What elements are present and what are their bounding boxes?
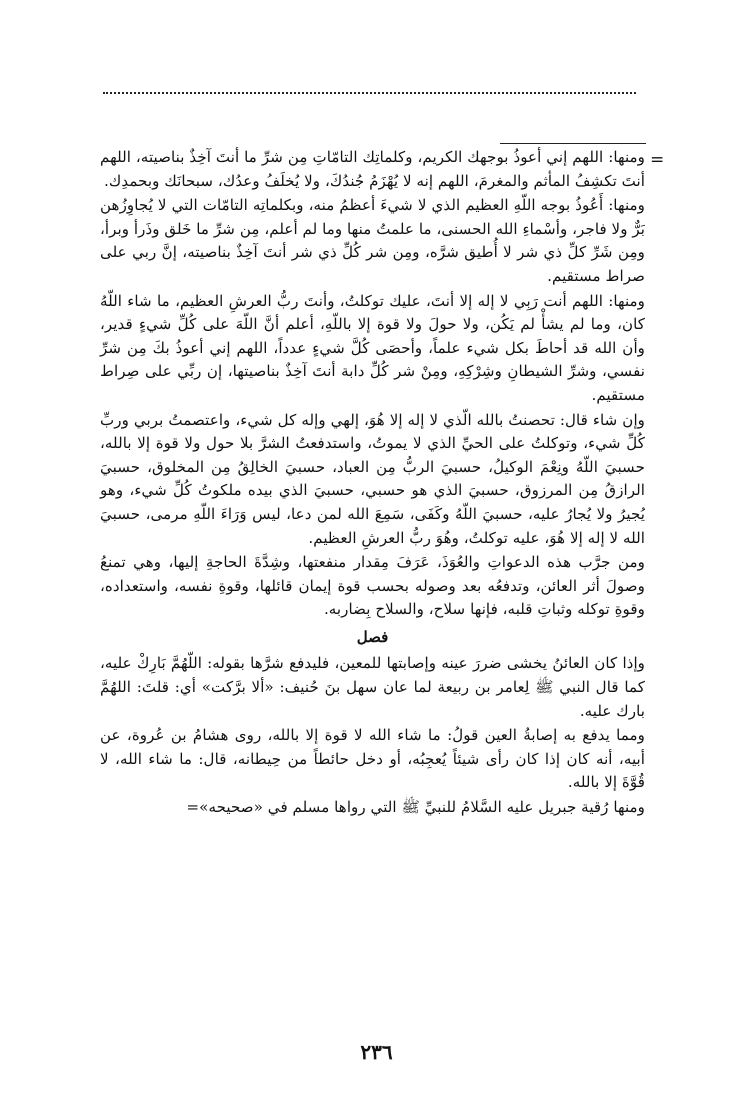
footnote-separator-rule: [500, 143, 646, 144]
paragraph: ومن جرَّب هذه الدعواتِ والعُوَذَ، عَرَفَ مِقدار منفعتها، وشِدَّةَ الحاجةِ إليها، وهي تمنعُ وصولَ أثر العائن، وتدفعُه بعد وصوله بحسب قوة إيمان قائلها، وقوةِ نفسه، واستعداده، وقوةِ توكله وثباتِ قلبه، فإنها سلاح، والسلاح بِضاربه.: [100, 553, 645, 619]
paragraph: ومنها: أَعُوذُ بوجه اللّهِ العظيم الذي لا شيءَ أعظمُ منه، وبكلماتِه التامّات التي لا يُجاوِزُهن بَرٌّ ولا فاجر، وأسْماءِ الله الحسنى، ما علمتُ منها وما لم أعلم، مِن شرِّ ما خَلق وذَرأ وبرأ، ومِن شَرِّ كلِّ ذي شر لا أُطيق شرَّه، ومِن شر كُلِّ ذي شر أنتَ آخِذٌ بناصيته، إنَّ ربي على صراط مستقيم.: [100, 196, 645, 285]
paragraph: ومنها: اللهم أنت رَبِي لا إله إلا أنتَ، عليك توكلتُ، وأنتَ ربُّ العرشِ العظيم، ما شاء اللّهُ كان، وما لم يشأْ لم يَكُن، ولا حولَ ولا قوة إلا باللّهِ، أعلم أنَّ اللّهَ على كُلِّ شيءٍ قدير، وأن الله قد أحاطَ بكل شيء علماً، وأحصَى كُلَّ شيءٍ عدداً، اللهم إني أعوذُ بكَ مِن شرِّ نفسي، وشرِّ الشيطانِ وشِرْكِهِ، ومِنْ شر كُلِّ دابة أنتَ آخِذٌ بناصيتها، إن ربِّي على صِراط مستقيم.: [100, 291, 645, 404]
page-body: [100, 146, 645, 821]
page-number: ٢٣٦: [360, 1040, 393, 1064]
paragraph: ومما يدفع به إصابةُ العين قولُ: ما شاء الله لا قوة إلا بالله، روى هشامُ بن عُروة، عن أبيه، أنه كان إذا كان رأى شيئاً يُعجِبُه، أو دخل حائطاً من حِيطانه، قال: ما شاء الله، لا قُوَّةَ إلا بالله.: [100, 726, 645, 792]
paragraph: وإذا كان العائنُ يخشى ضررَ عينه وإصابتها للمعين، فليدفع شرَّها بقوله: اللّهُمَّ بَارِكْ عليه، كما قال النبي ﷺ لِعامر بن ربيعة لما عان سهل بنَ حُنيف: «ألا برَّكت» أي: قلتَ: اللهُمَّ بارك عليه.: [100, 654, 645, 720]
header-dotted-rule: [103, 92, 636, 94]
paragraph: ومنها رُقية جبريل عليه السَّلامُ للنبيِّ ﷺ التي رواها مسلم في «صحيحه»=: [186, 798, 645, 817]
paragraph: ومنها: اللهم إني أعوذُ بوجهك الكريم، وكلماتِك التامّاتِ مِن شرِّ ما أنتَ آخِذٌ بناصيته، اللهم أنتَ تكشِفُ المأثم والمغرمَ، اللهم إنه لا يُهْزَمُ جُندُكَ، ولا يُخلَفُ وعدُك، سبحانَك وبحمدِك.: [100, 148, 645, 190]
continuation-mark: =: [650, 150, 665, 170]
section-title: فصل: [356, 627, 389, 646]
paragraph: وإن شاء قال: تحصنتُ بالله الّذي لا إله إلا هُوَ، إلهي وإله كل شيء، واعتصمتُ بربي وربِّ كُلِّ شيء، وتوكلتُ على الحيِّ الذي لا يموتُ، واستدفعتُ الشرَّ بلا حول ولا قوة إلا بالله، حسبيَ اللّهُ ونِعْمَ الوكيلُ، حسبيَ الربُّ مِن العباد، حسبيَ الخالِقُ مِن المخلوق، حسبيَ الرازقُ مِن المرزوق، حسبيَ الذي هو حسبي، حسبيَ الذي بيده ملكوتُ كُلِّ شيء، وهو يُجيرُ ولا يُجارُ عليه، حسبيَ اللّهُ وكَفَى، سَمِعَ الله لمن دعا، ليس وَرَاءَ اللّهِ مرمى، حسبيَ الله لا إله إلا هُوَ، عليه توكلتُ، وهُوَ ربُّ العرشِ العظيم.: [100, 410, 645, 547]
